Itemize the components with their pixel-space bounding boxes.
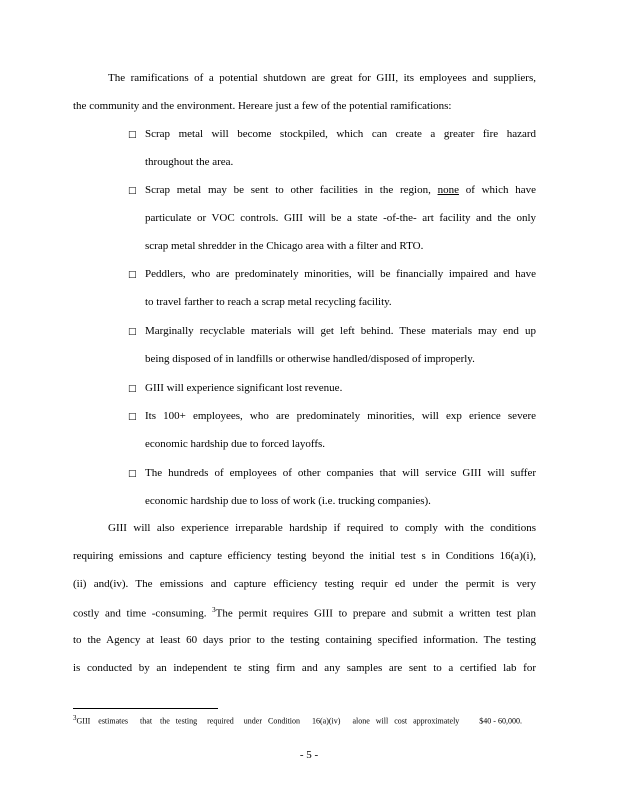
bullet-marker-icon: □ bbox=[128, 130, 137, 140]
bullet-item-line: The hundreds of employees of other companies that will service GIII will suffer bbox=[145, 467, 536, 479]
bullet-marker-icon: □ bbox=[128, 270, 137, 280]
footnote-reference: 3 bbox=[212, 606, 216, 614]
bullet-item-line: being disposed of in landfills or otherwise handled/disposed of improperly. bbox=[145, 353, 475, 365]
bullet-item-line: GIII will experience significant lost revenue. bbox=[145, 382, 343, 394]
bullet-item-line: economic hardship due to loss of work (i.e. trucking companies). bbox=[145, 495, 431, 507]
paragraph-line: to the Agency at least 60 days prior to the testing containing specified information. The testing bbox=[73, 634, 536, 646]
paragraph-line: (ii) and(iv). The emissions and capture efficiency testing requir ed under the permit is very bbox=[73, 578, 536, 590]
bullet-item-line: Scrap metal may be sent to other facilities in the region, none of which have bbox=[145, 184, 536, 196]
paragraph-line: costly and time -consuming. $^3$The permit requires GIII to prepare and submit a written test plan bbox=[73, 606, 536, 620]
paragraph-line: is conducted by an independent te sting firm and any samples are sent to a certified lab for bbox=[73, 662, 536, 674]
bullet-item-line: Its 100+ employees, who are predominately minorities, will exp erience severe bbox=[145, 410, 536, 422]
page-number: - 5 - bbox=[299, 749, 319, 761]
paragraph-line: requiring emissions and capture efficiency testing beyond the initial test s in Conditions 16(a)(i), bbox=[73, 550, 536, 562]
bullet-marker-icon: □ bbox=[128, 327, 137, 337]
paragraph-line: the community and the environment. Hereare just a few of the potential ramifications: bbox=[73, 100, 452, 112]
underlined-word: none bbox=[437, 184, 459, 196]
bullet-item-line: throughout the area. bbox=[145, 156, 234, 168]
paragraph-line: The ramifications of a potential shutdown are great for GIII, its employees and suppliers, bbox=[108, 72, 536, 84]
bullet-marker-icon: □ bbox=[128, 186, 137, 196]
bullet-marker-icon: □ bbox=[128, 384, 137, 394]
bullet-item-line: Peddlers, who are predominately minorities, will be financially impaired and have bbox=[145, 268, 536, 280]
bullet-item-line: to travel farther to reach a scrap metal recycling facility. bbox=[145, 296, 392, 308]
paragraph-line: GIII will also experience irreparable hardship if required to comply with the conditions bbox=[108, 522, 536, 534]
bullet-item-line: Scrap metal will become stockpiled, which can create a greater fire hazard bbox=[145, 128, 536, 140]
footnote-marker: 3 bbox=[73, 714, 77, 722]
bullet-item-line: economic hardship due to forced layoffs. bbox=[145, 438, 326, 450]
footnote-separator bbox=[73, 708, 218, 709]
bullet-marker-icon: □ bbox=[128, 412, 137, 422]
bullet-item-line: scrap metal shredder in the Chicago area with a filter and RTO. bbox=[145, 240, 424, 252]
bullet-marker-icon: □ bbox=[128, 469, 137, 479]
bullet-item-line: Marginally recyclable materials will get left behind. These materials may end up bbox=[145, 325, 536, 337]
footnote: 3GIII estimates that the testing required under Condition 16(a)(iv) alone will cost approximately $40 - 60,000. bbox=[73, 714, 522, 726]
bullet-item-line: particulate or VOC controls. GIII will be a state -of-the- art facility and the only bbox=[145, 212, 536, 224]
